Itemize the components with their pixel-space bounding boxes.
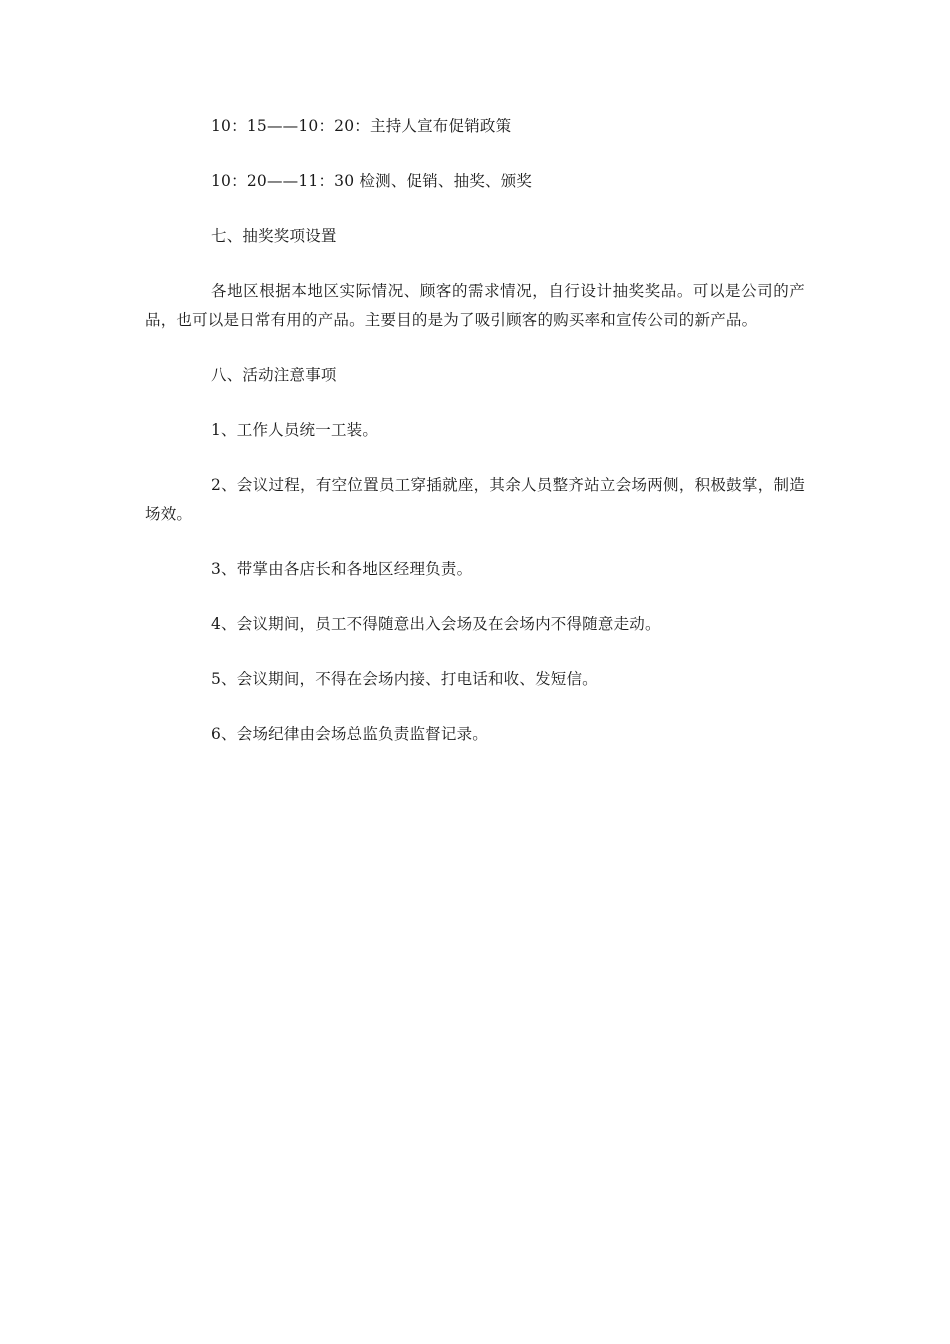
schedule-line-1: 10：15——10：20：主持人宣布促销政策: [211, 117, 512, 135]
note-item-4: 4、会议期间，员工不得随意出入会场及在会场内不得随意走动。: [211, 615, 661, 633]
section-heading-lottery-prizes: 七、抽奖奖项设置: [211, 227, 337, 245]
schedule-line-2: 10：20——11：30 检测、促销、抽奖、颁奖: [211, 172, 533, 190]
section-heading-notes: 八、活动注意事项: [211, 366, 337, 384]
document-body: [145, 112, 805, 775]
note-item-5: 5、会议期间，不得在会场内接、打电话和收、发短信。: [211, 670, 598, 688]
note-item-2: 2、会议过程，有空位置员工穿插就座，其余人员整齐站立会场两侧，积极鼓掌，制造场效。: [145, 476, 805, 523]
note-item-3: 3、带掌由各店长和各地区经理负责。: [211, 560, 473, 578]
lottery-prizes-paragraph: 各地区根据本地区实际情况、顾客的需求情况，自行设计抽奖奖品。可以是公司的产品，也可以是日常有用的产品。主要目的是为了吸引顾客的购买率和宣传公司的新产品。: [145, 282, 805, 329]
note-item-1: 1、工作人员统一工装。: [211, 421, 379, 439]
note-item-6: 6、会场纪律由会场总监负责监督记录。: [211, 725, 488, 743]
